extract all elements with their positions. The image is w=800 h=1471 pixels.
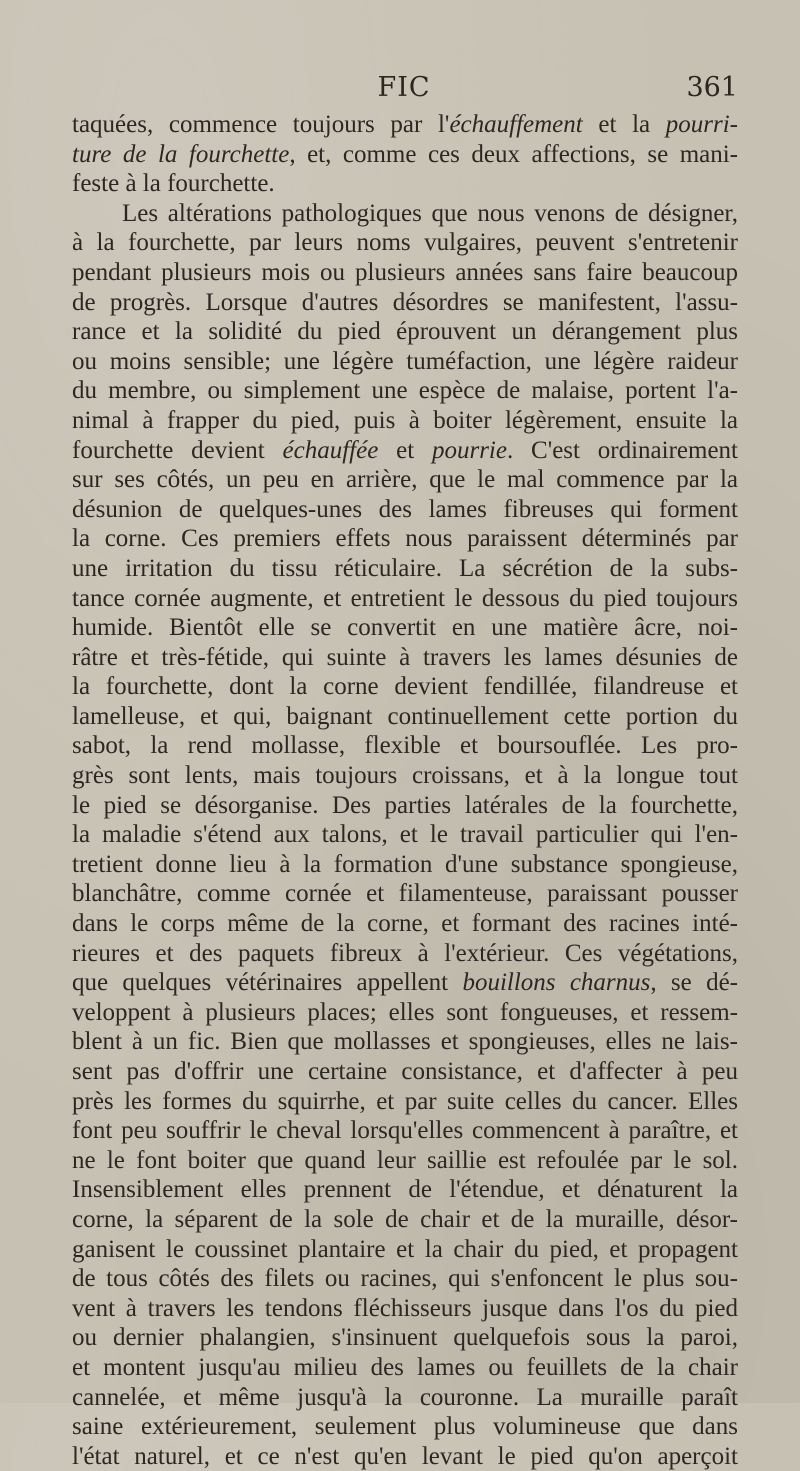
text-line: grès sont lents, mais toujours croissans, et à la longue tout <box>72 762 738 790</box>
text-line: ture de la fourchette, et, comme ces deux affections, se mani- <box>72 140 738 168</box>
text-line: du membre, ou simplement une espèce de malaise, portent l'a- <box>72 377 738 405</box>
text-line: Insensiblement elles prennent de l'étendue, et dénaturent la <box>72 1176 738 1204</box>
text-line: cannelée, et même jusqu'à la couronne. La muraille paraît <box>72 1383 738 1411</box>
page-number: 361 <box>686 72 738 103</box>
text-line: saine extérieurement, seulement plus volumineuse que dans <box>72 1413 738 1441</box>
text-line: Les altérations pathologiques que nous venons de désigner, <box>122 199 738 227</box>
text-line: ou dernier phalangien, s'insinuent quelquefois sous la paroi, <box>72 1324 738 1352</box>
text-line: sent pas d'offrir une certaine consistance, et d'affecter à peu <box>72 1058 738 1085</box>
running-head: FIC <box>377 72 431 103</box>
text-line: le pied se désorganise. Des parties latérales de la fourchette, <box>72 791 738 819</box>
text-line: rieures et des paquets fibreux à l'extérieur. Ces végétations, <box>72 939 738 967</box>
text-line: dans le corps même de la corne, et formant des racines inté- <box>72 910 738 938</box>
text-line: près les formes du squirrhe, et par suite celles du cancer. Elles <box>72 1087 738 1115</box>
text-line: la corne. Ces premiers effets nous paraissent déterminés par <box>72 525 738 553</box>
page-header <box>70 72 738 112</box>
text-line: blent à un fic. Bien que mollasses et spongieuses, elles ne lais- <box>72 1028 738 1056</box>
text-line: feste à la fourchette. <box>72 170 275 198</box>
body-text <box>72 110 738 1471</box>
text-line: tance cornée augmente, et entretient le dessous du pied toujours <box>72 584 738 612</box>
text-line: tretient donne lieu à la formation d'une substance spongieuse, <box>72 850 738 878</box>
text-line: de progrès. Lorsque d'autres désordres se manifestent, l'assu- <box>72 288 738 316</box>
text-line: la maladie s'étend aux talons, et le travail particulier qui l'en- <box>72 821 738 849</box>
text-line: de tous côtés des filets ou racines, qui s'enfoncent le plus sou- <box>72 1265 738 1293</box>
text-line: rance et la solidité du pied éprouvent un dérangement plus <box>72 318 738 346</box>
text-line: et montent jusqu'au milieu des lames ou feuillets de la chair <box>72 1353 738 1381</box>
text-line: sur ses côtés, un peu en arrière, que le mal commence par la <box>72 466 738 494</box>
text-line: corne, la séparent de la sole de chair et de la muraille, désor- <box>72 1205 738 1233</box>
text-line: une irritation du tissu réticulaire. La sécrétion de la subs- <box>72 554 738 582</box>
text-line: ne le font boiter que quand leur saillie est refoulée par le sol. <box>72 1146 738 1174</box>
text-line: l'état naturel, et ce n'est qu'en levant le pied qu'on aperçoit <box>72 1442 738 1470</box>
text-line: que quelques vétérinaires appellent bouillons charnus, se dé- <box>72 969 738 997</box>
text-line: humide. Bientôt elle se convertit en une matière âcre, noi- <box>72 614 738 642</box>
text-line: râtre et très-fétide, qui suinte à travers les lames désunies de <box>72 643 738 671</box>
text-line: la fourchette, dont la corne devient fendillée, filandreuse et <box>72 673 738 701</box>
text-line: blanchâtre, comme cornée et filamenteuse, paraissant pousser <box>72 880 738 908</box>
text-line: fourchette devient échauffée et pourrie. C'est ordinairement <box>72 436 738 464</box>
text-line: veloppent à plusieurs places; elles sont fongueuses, et ressem- <box>72 998 738 1026</box>
text-line: désunion de quelques-unes des lames fibreuses qui forment <box>72 495 738 523</box>
text-line: taquées, commence toujours par l'échauffement et la pourri- <box>72 111 738 138</box>
text-line: sabot, la rend mollasse, flexible et boursouflée. Les pro- <box>72 732 738 760</box>
text-line: vent à travers les tendons fléchisseurs jusque dans l'os du pied <box>72 1294 738 1322</box>
text-line: ou moins sensible; une légère tuméfaction, une légère raideur <box>72 347 738 375</box>
text-line: lamelleuse, et qui, baignant continuellement cette portion du <box>72 702 738 730</box>
text-line: à la fourchette, par leurs noms vulgaires, peuvent s'entretenir <box>72 229 738 257</box>
text-line: nimal à frapper du pied, puis à boiter légèrement, ensuite la <box>72 406 738 434</box>
text-line: pendant plusieurs mois ou plusieurs années sans faire beaucoup <box>72 258 738 286</box>
text-line: ganisent le coussinet plantaire et la chair du pied, et propagent <box>72 1235 738 1263</box>
text-line: font peu souffrir le cheval lorsqu'elles commencent à paraître, et <box>72 1117 738 1145</box>
